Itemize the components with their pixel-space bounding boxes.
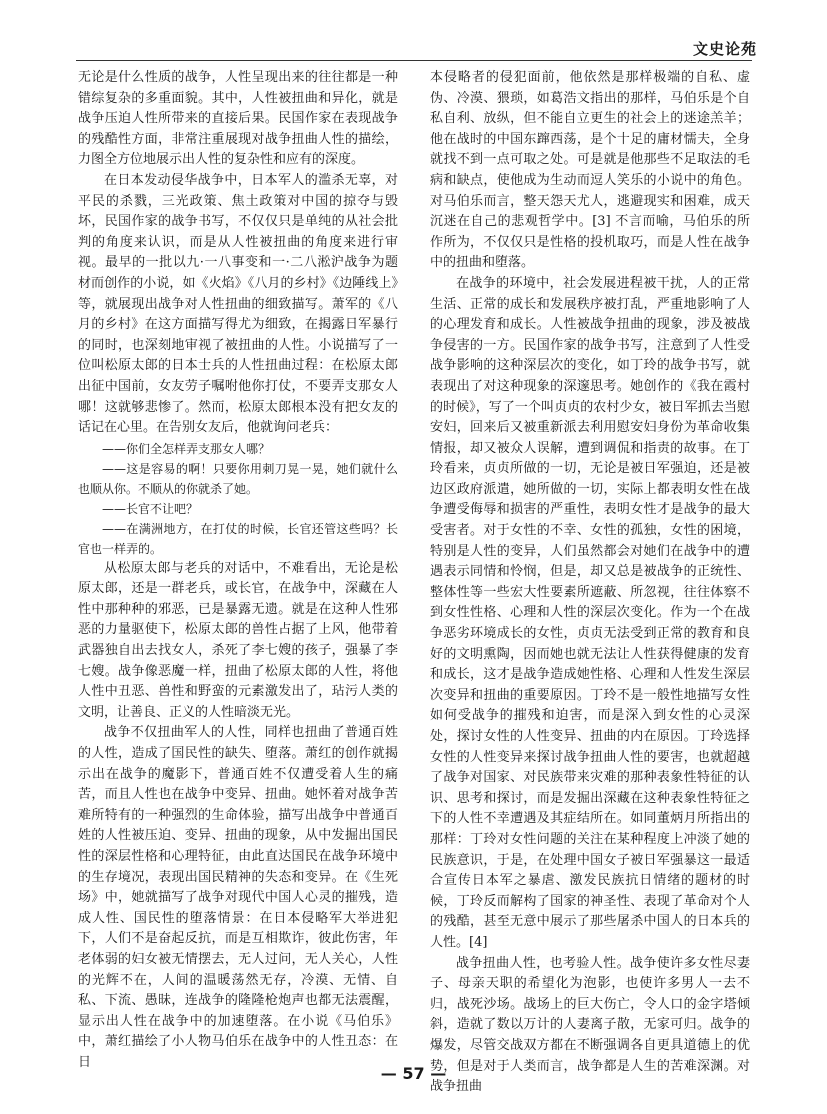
header-divider xyxy=(76,60,752,61)
left-column xyxy=(78,68,398,1070)
paragraph: 在日本发动侵华战争中，日本军人的滥杀无辜，对平民的杀戮，三光政策、焦土政策对中国的掠夺与毁坏，民国作家的战争书写，不仅仅只是单纯的从社会批判的角度来认识，而是从人性被扭曲的角度来进行审视。最早的一批以九·一八事变和一·二八淞沪战争为题材而创作的小说，如《火焰》《八月的乡村》《边陲线上》等，就展现出战争对人性扭曲的细致描写。萧军的《八月的乡村》在这方面描写得尤为细致，在揭露日军暴行的同时，也深刻地审视了被扭曲的人性。小说描写了一位叫松原太郎的日本士兵的人性扭曲过程：在松原太郎出征中国前，女友劳子嘱咐他你打仗，不要弄支那女人哪！这就够悲惨了。然而，松原太郎根本没有把女友的话记在心里。在告别女友后，他就询问老兵： xyxy=(78,172,398,436)
paragraph: 战争不仅扭曲军人的人性，同样也扭曲了普通百姓的人性，造成了国民性的缺失、堕落。萧红的创作就揭示出在战争的魔影下，普通百姓不仅遭受着人生的痛苦，而且人性也在战争中变异、扭曲。她怀着对战争苦难所特有的一种强烈的生命体验，描写出战争中普通百姓的人性被压迫、变异、扭曲的现象，从中发掘出国民性的深层性格和心理特征，由此直达国民在战争环境中的生存境况，表现出国民精神的失态和变异。在《生死场》中，她就描写了战争对现代中国人心灵的摧残，造成人性、国民性的堕落情景：在日本侵略军大举进犯下，人们不是奋起反抗，而是互相欺诈，彼此伤害，年老体弱的妇女被无情摆去，无人过问，无人关心，人性的光辉不在，人间的温暖荡然无存，冷漠、无情、自私、下流、愚昧，连战争的隆隆枪炮声也都无法震醒，显示出人性在战争中的加速堕落。在小说《马伯乐》中，萧红描绘了小人物马伯乐在战争中的人性丑态：在日 xyxy=(78,725,398,1070)
paragraph: 本侵略者的侵犯面前，他依然是那样极端的自私、虚伪、冷漠、猥琐，如葛浩文指出的那样，马伯乐是个自私自利、放纵，但不能自立更生的社会上的迷途羔羊；他在战时的中国东蹿西荡，是个十足的庸材懦夫，全身就找不到一点可取之处。可是就是他那些不足取法的毛病和缺点，使他成为生动而逗人笑乐的小说中的角色。对马伯乐而言，整天怨天尤人，逃避现实和困难，成天沉迷在自己的悲观哲学中。[3] 不言而喻，马伯乐的所作所为，不仅仅只是性格的投机取巧，而是人性在战争中的扭曲和堕落。 xyxy=(430,70,750,271)
paragraph: 在战争的环境中，社会发展进程被干扰，人的正常生活、正常的成长和发展秩序被打乱，严重地影响了人的心理发育和成长。人性被战争扭曲的现象，涉及被战争侵害的一方。民国作家的战争书写，注意到了人性受战争影响的这种深层次的变化，如丁玲的战争书写，就表现出了对这种现象的深邃思考。她创作的《我在霞村的时候》，写了一个叫贞贞的农村少女，被日军抓去当慰安妇，回来后又被重新派去利用慰安妇身份为革命收集情报，却又被众人误解，遭到调侃和指责的故事。在丁玲看来，贞贞所做的一切，无论是被日军强迫，还是被边区政府派遣，她所做的一切，实际上都表明女性在战争遭受侮辱和损害的严重性，表明女性才是战争的最大受害者。对于女性的不幸、女性的孤独，女性的困境，特别是人性的变异，人们虽然都会对她们在战争中的遭遇表示同情和怜悯，但是，却又总是被战争的正统性、整体性等一些宏大性要素所遮蔽、所忽视，往往体察不到女性性格、心理和人性的深层次变化。作为一个在战争恶劣环境成长的女性，贞贞无法受到正常的教育和良好的文明熏陶，因而她也就无法让人性获得健康的发育和成长，这才是战争造成她性格、心理和人性发生深层次变异和扭曲的重要原因。丁玲不是一般性地描写女性如何受战争的摧残和迫害，而是深入到女性的心灵深处，探讨女性的人性变异、扭曲的内在原因。丁玲选择女性的人性变异来探讨战争扭曲人性的要害，也就超越了战争对国家、对民族带来灾难的那种表象性特征的认识、思考和探讨，而是发掘出深藏在这种表象性特征之下的人性不幸遭遇及其症结所在。如同董炳月所指出的那样：丁玲对女性问题的关注在某种程度上冲淡了她的民族意识，于是，在处理中国女子被日军强暴这一最适合宣传日本军之暴虐、激发民族抗日情绪的题材的时候，丁玲反而解构了国家的神圣性、表现了革命对个人的残酷，甚至无意中展示了那些屠杀中国人的日本兵的人性。[4] xyxy=(430,275,750,950)
quote-line: ——你们全怎样弄支那女人哪？ xyxy=(102,441,271,456)
quote-line: ——长官不让吧？ xyxy=(102,501,199,516)
quote-line: ——在满洲地方，在打仗的时候，长官还管这些吗？长官也一样弄的。 xyxy=(78,521,398,556)
page-number: — 57 — xyxy=(380,1064,447,1083)
paragraph: 从松原太郎与老兵的对话中，不难看出，无论是松原太郎，还是一群老兵，或长官，在战争中，深藏在人性中那种种的邪恶，已是暴露无遗。就是在这种人性邪恶的力量驱使下，松原太郎的兽性占据了上风，他带着武器独自出去找女人，杀死了李七嫂的孩子，强暴了李七嫂。战争像恶魔一样，扭曲了松原太郎的人性，将他人性中丑恶、兽性和野蛮的元素激发出了，玷污人类的文明，让善良、正义的人性暗淡无光。 xyxy=(78,560,398,720)
quote-line: ——这是容易的啊！只要你用刺刀晃一晃，她们就什么也顺从你。不顺从的你就杀了她。 xyxy=(78,461,398,496)
paragraph: 战争扭曲人性，也考验人性。战争使许多女性尽妻子、母亲天职的希望化为泡影，也使许多男人一去不归，战死沙场。战场上的巨大伤亡，令人口的金字塔倾斜，造就了数以万计的人妻离子散，无家可归。战争的爆发，尽管交战双方都在不断强调各自更具道德上的优势，但是对于人类而言，战争都是人生的苦难深渊。对战争扭曲 xyxy=(430,955,750,1095)
paragraph: 无论是什么性质的战争，人性呈现出来的往往都是一种错综复杂的多重面貌。其中，人性被扭曲和异化，就是战争压迫人性所带来的直接后果。民国作家在表现战争的残酷性方面，非常注重展现对战争扭曲人性的描绘，力图全方位地展示出人性的复杂性和应有的深度。 xyxy=(78,70,398,168)
section-title: 文史论苑 xyxy=(692,40,757,58)
right-column xyxy=(430,68,750,1095)
